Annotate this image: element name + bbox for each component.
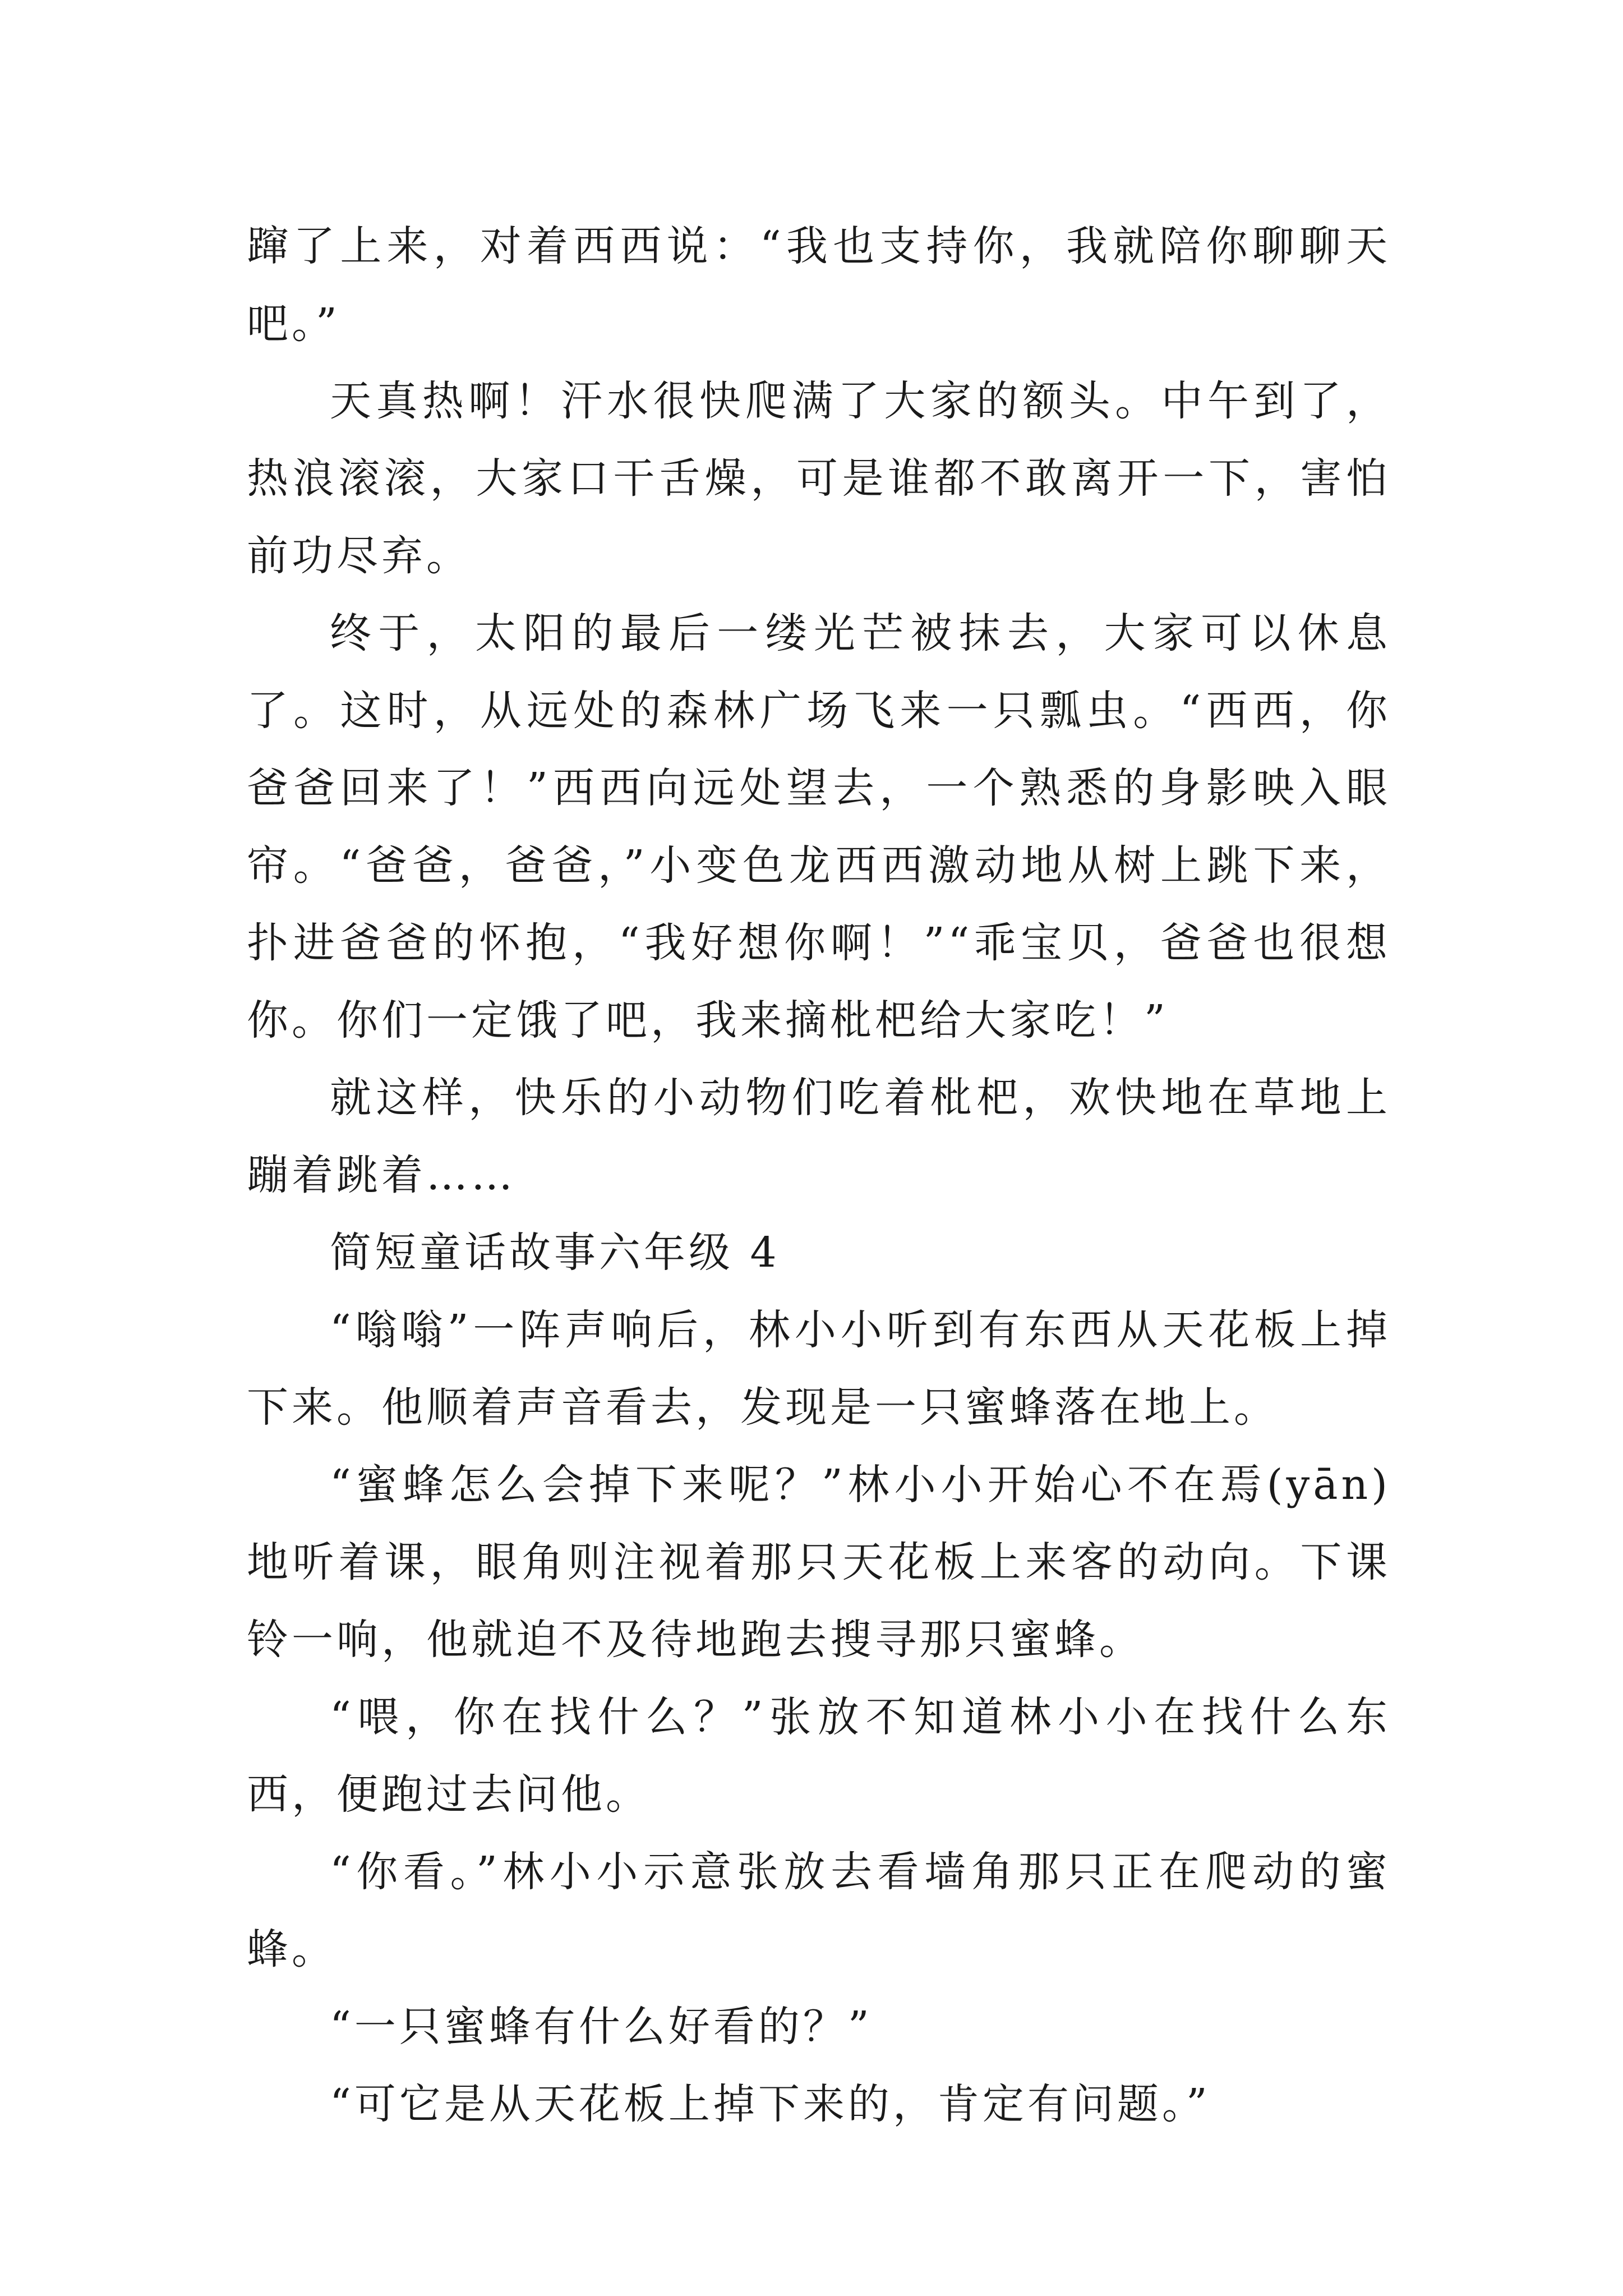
paragraph: “可它是从天花板上掉下来的，肯定有问题。”: [330, 2080, 1211, 2128]
paragraph: 终于，太阳的最后一缕光芒被抹去，大家可以休息了。这时，从远处的森林广场飞来一只瓢虫。“西西，你爸爸回来了！”西西向远处望去，一个熟悉的身影映入眼帘。“爸爸，爸爸，”小变色龙西西激动地从树上跳下来，扑进爸爸的怀抱，“我好想你啊！”“乖宝贝，爸爸也很想你。你们一定饿了吧，我来摘枇杷给大家吃！”: [247, 609, 1391, 1045]
paragraph: “嗡嗡”一阵声响后，林小小听到有东西从天花板上掉下来。他顺着声音看去，发现是一只蜜蜂落在地上。: [247, 1306, 1391, 1432]
paragraph: “喂，你在找什么？”张放不知道林小小在找什么东西，便跑过去问他。: [247, 1693, 1391, 1819]
section-heading: 简短童话故事六年级 4: [330, 1228, 780, 1277]
paragraph-continuation: 蹿了上来，对着西西说：“我也支持你，我就陪你聊聊天吧。”: [247, 222, 1391, 348]
paragraph: “你看。”林小小示意张放去看墙角那只正在爬动的蜜蜂。: [247, 1848, 1391, 1973]
document-body: [247, 208, 1391, 2143]
paragraph: 天真热啊！汗水很快爬满了大家的额头。中午到了，热浪滚滚，大家口干舌燥，可是谁都不敢离开一下，害怕前功尽弃。: [247, 377, 1391, 580]
paragraph: 就这样，快乐的小动物们吃着枇杷，欢快地在草地上蹦着跳着……: [247, 1074, 1391, 1199]
paragraph: “一只蜜蜂有什么好看的？”: [330, 2003, 873, 2051]
paragraph: “蜜蜂怎么会掉下来呢？”林小小开始心不在焉(yān)地听着课，眼角则注视着那只天花板上来客的动向。下课铃一响，他就迫不及待地跑去搜寻那只蜜蜂。: [247, 1461, 1391, 1664]
